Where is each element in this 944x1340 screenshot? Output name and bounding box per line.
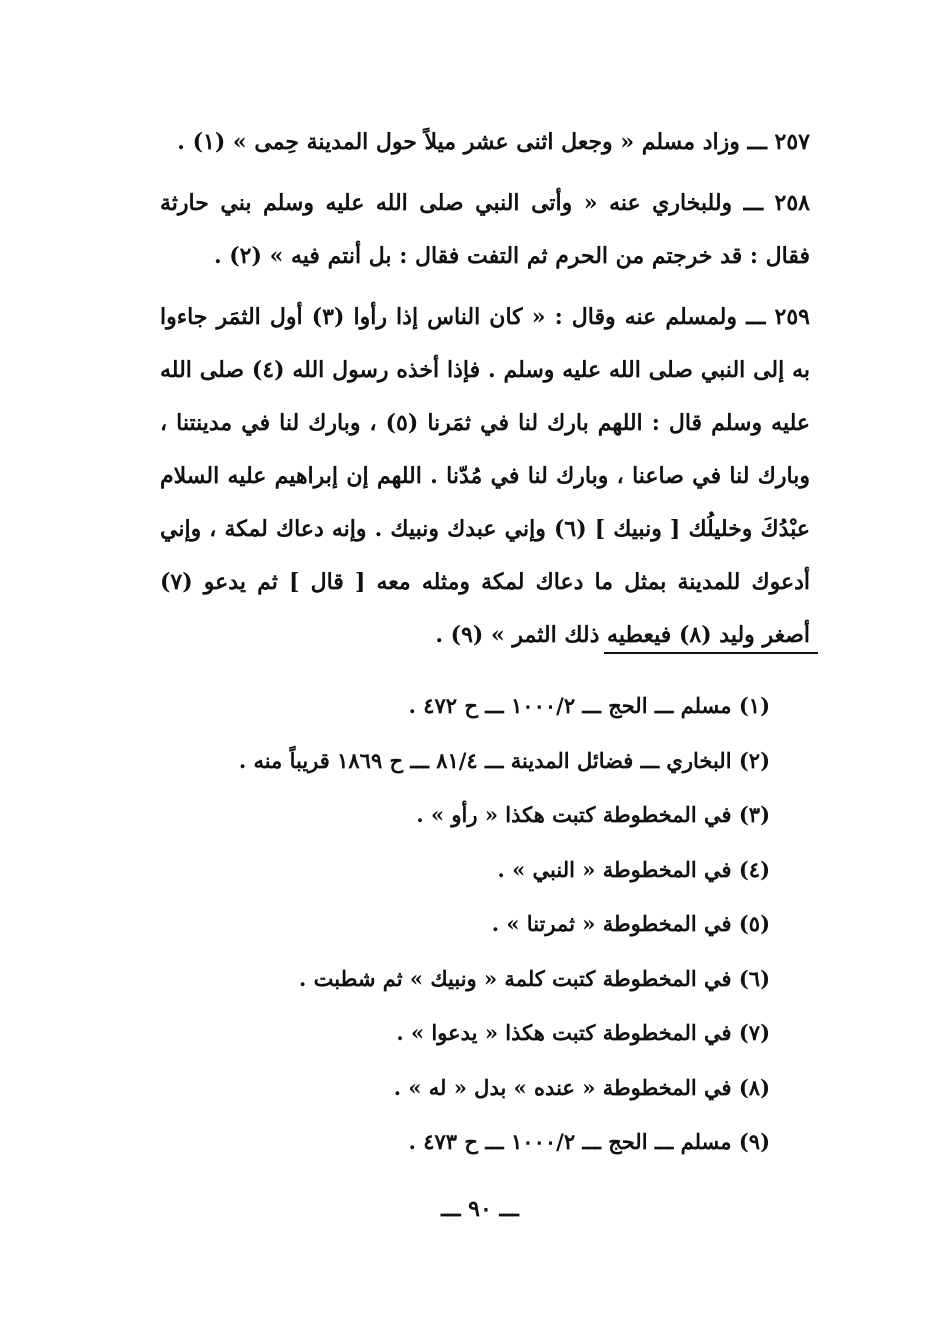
footnote-separator xyxy=(604,652,818,654)
footnote-7: (٧) في المخطوطة كتبت هكذا « يدعوا » . xyxy=(396,1020,770,1045)
footnote-6: (٦) في المخطوطة كتبت كلمة « ونبيك » ثم شطبت . xyxy=(299,965,770,991)
footnote-8: (٨) في المخطوطة « عنده » بدل « له » . xyxy=(393,1074,770,1100)
page-number: ـــ ٩٠ ـــ xyxy=(441,1196,519,1222)
footnote-9: (٩) مسلم ـــ الحج ـــ ١٠٠٠/٢ ـــ ح ٤٧٣ . xyxy=(408,1129,770,1154)
footnote-2: (٢) البخاري ـــ فضائل المدينة ـــ ٨١/٤ ـــ ح ١٨٦٩ قريباً منه . xyxy=(238,747,770,773)
hadith-257: ٢٥٧ ـــ وزاد مسلم « وجعل اثنى عشر ميلاً حول المدينة حِمى » (١) . xyxy=(177,129,810,155)
hadith-258: ٢٥٨ ـــ وللبخاري عنه « وأتى النبي صلى الله عليه وسلم بني حارثة فقال : قد خرجتم من الحرم ثم التفت فقال : بل أنتم فيه » (٢) . xyxy=(160,190,810,269)
footnote-5: (٥) في المخطوطة « ثمرتنا » . xyxy=(491,911,770,936)
footnote-3: (٣) في المخطوطة كتبت هكذا « رأو » . xyxy=(416,802,770,827)
hadith-259: ٢٥٩ ـــ ولمسلم عنه وقال : « كان الناس إذا رأوا (٣) أول الثمَر جاءوا به إلى النبي صلى الله عليه وسلم . فإذا أخذه رسول الله (٤) صلى الله عليه وسلم قال : اللهم بارك لنا في ثمَرنا (٥) ، وبارك لنا في مدينتنا ، وبارك لنا في صاعنا ، وبارك لنا في مُدّنا . اللهم إن إبراهيم عليه السلام عبْدُكَ وخليلُك [ ونبيك ] (٦) وإني عبدك ونبيك . وإنه دعاك لمكة ، وإني أدعوك للمدينة بمثل ما دعاك لمكة ومثله معه [ قال ] ثم يدعو (٧) أصغر وليد (٨) فيعطيه ذلك الثمر » (٩) . xyxy=(160,304,811,648)
main-text xyxy=(160,116,810,662)
footnote-1: (١) مسلم ـــ الحج ـــ ١٠٠٠/٢ ـــ ح ٤٧٢ . xyxy=(408,693,770,718)
footnotes xyxy=(150,682,770,1173)
footnote-4: (٤) في المخطوطة « النبي » . xyxy=(497,856,770,882)
